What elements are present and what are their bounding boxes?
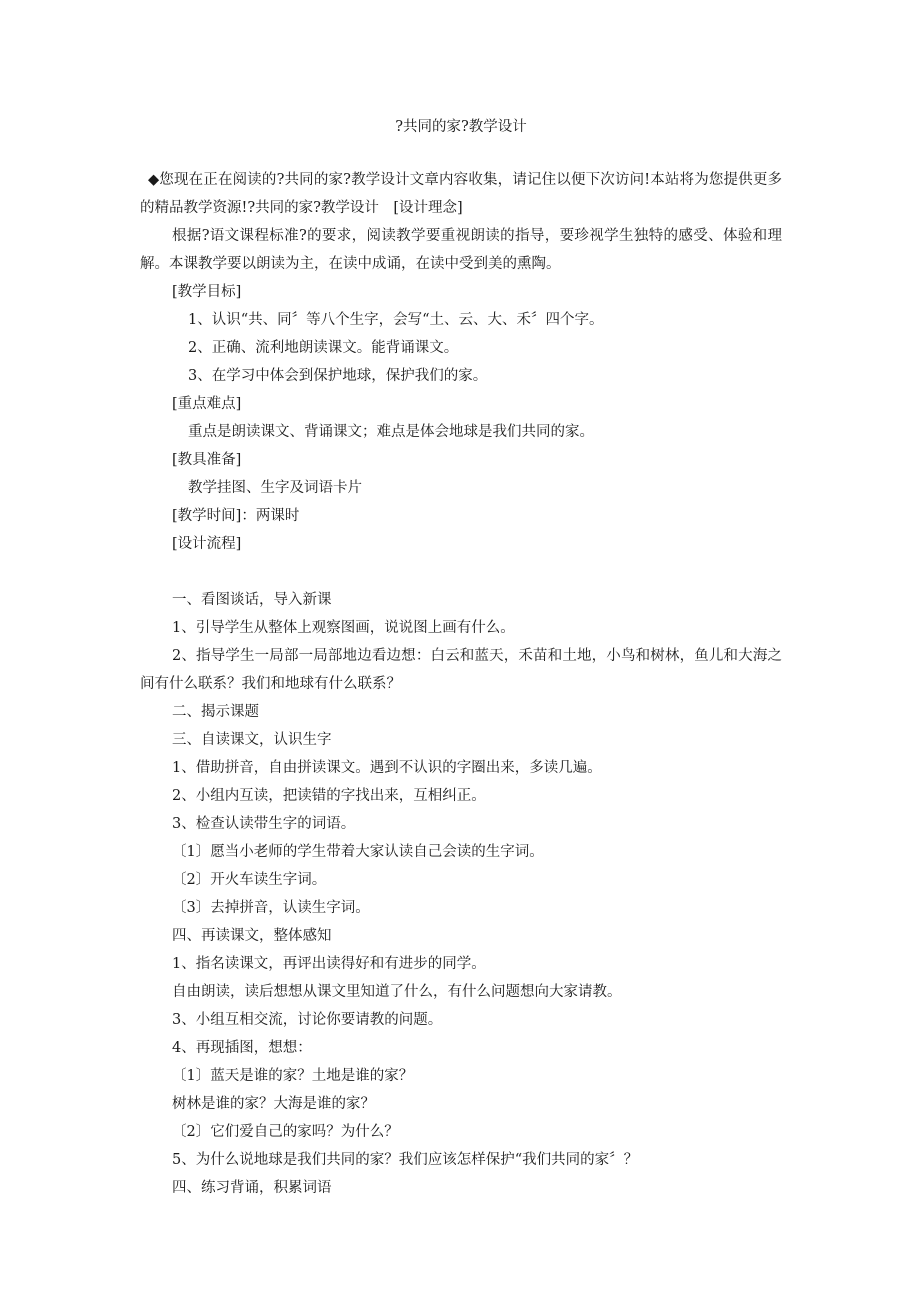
spacer (140, 558, 782, 586)
flow-item: 自由朗读，读后想想从课文里知道了什么，有什么问题想向大家请教。 (172, 984, 622, 1000)
tools-heading: [教具准备] (172, 452, 242, 468)
intro-paragraph: ◆您现在正在阅读的?共同的家?教学设计文章内容收集，请记住以便下次访问!本站将为您提供更多的精品教学资源!?共同的家?教学设计 [设计理念] (140, 172, 782, 216)
flow-item: 5、为什么说地球是我们共同的家？我们应该怎样保护“我们共同的家〞？ (172, 1152, 639, 1168)
key-points-text: 重点是朗读课文、背诵课文；难点是体会地球是我们共同的家。 (188, 424, 594, 440)
key-points-heading: [重点难点] (172, 396, 242, 412)
flow-item: 1、借助拼音，自由拼读课文。遇到不认识的字圈出来，多读几遍。 (172, 760, 602, 776)
teaching-time: [教学时间]：两课时 (172, 508, 300, 524)
flow-item: 四、练习背诵，积累词语 (172, 1180, 332, 1196)
goals-heading: [教学目标] (172, 284, 242, 300)
flow-item: 〔1〕蓝天是谁的家？土地是谁的家？ (172, 1068, 414, 1084)
document-page (140, 114, 782, 1202)
flow-list (140, 586, 782, 1202)
flow-item: 2、指导学生一局部一局部地边看边想：白云和蓝天，禾苗和土地，小鸟和树林，鱼儿和大海之间有什么联系？我们和地球有什么联系？ (140, 648, 782, 692)
goal-item: 1、认识“共、同〞等八个生字，会写“土、云、大、禾〞四个字。 (188, 312, 604, 328)
flow-item: 〔2〕它们爱自己的家吗？为什么？ (172, 1124, 399, 1140)
flow-item: 三、自读课文，认识生字 (172, 732, 332, 748)
flow-item: 二、揭示课题 (172, 704, 259, 720)
flow-item: 树林是谁的家？大海是谁的家？ (172, 1096, 375, 1112)
flow-item: 〔2〕开火车读生字词。 (172, 872, 327, 888)
flow-item: 〔1〕愿当小老师的学生带着大家认读自己会读的生字词。 (172, 844, 544, 860)
flow-item: 四、再读课文，整体感知 (172, 928, 332, 944)
flow-heading: [设计流程] (172, 536, 242, 552)
goal-item: 2、正确、流利地朗读课文。能背诵课文。 (188, 340, 459, 356)
flow-item: 2、小组内互读，把读错的字找出来，互相纠正。 (172, 788, 486, 804)
design-idea-paragraph: 根据?语文课程标准?的要求，阅读教学要重视朗读的指导，要珍视学生独特的感受、体验和理解。本课教学要以朗读为主，在读中成诵，在读中受到美的熏陶。 (140, 228, 782, 272)
flow-item: 4、再现插图，想想： (172, 1040, 312, 1056)
flow-item: 〔3〕去掉拼音，认读生字词。 (172, 900, 370, 916)
flow-item: 一、看图谈话，导入新课 (172, 592, 332, 608)
document-title: ?共同的家?教学设计 (395, 119, 527, 135)
flow-item: 1、指名读课文，再评出读得好和有进步的同学。 (172, 956, 486, 972)
goal-item: 3、在学习中体会到保护地球，保护我们的家。 (188, 368, 488, 384)
flow-item: 1、引导学生从整体上观察图画，说说图上画有什么。 (172, 620, 515, 636)
flow-item: 3、检查认读带生字的词语。 (172, 816, 356, 832)
flow-item: 3、小组互相交流，讨论你要请教的问题。 (172, 1012, 443, 1028)
tools-text: 教学挂图、生字及词语卡片 (188, 480, 362, 496)
